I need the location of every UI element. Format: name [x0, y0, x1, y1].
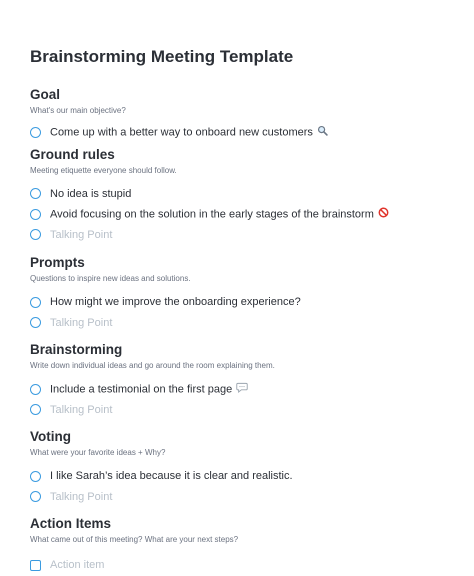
item-text[interactable]: Come up with a better way to onboard new customers: [50, 125, 328, 140]
magnifier-icon: [317, 125, 328, 140]
item-text[interactable]: Include a testimonial on the first page: [50, 382, 248, 397]
page-title: Brainstorming Meeting Template: [30, 47, 294, 66]
checkbox-circle[interactable]: [30, 229, 41, 240]
section-brainstorming: [30, 341, 444, 420]
checklist-item[interactable]: [30, 122, 444, 143]
action-item-placeholder[interactable]: [30, 555, 444, 576]
checklist-item[interactable]: [30, 379, 444, 400]
section-title: Goal: [30, 87, 61, 102]
checkbox-circle[interactable]: [30, 384, 41, 395]
checkbox-circle[interactable]: [30, 188, 41, 199]
checklist-item-placeholder[interactable]: [30, 313, 444, 334]
checklist-item[interactable]: [30, 184, 444, 205]
item-placeholder[interactable]: Talking Point: [50, 403, 113, 416]
item-text[interactable]: How might we improve the onboarding experience?: [50, 296, 301, 309]
section-action-items: [30, 515, 444, 576]
section-title: Voting: [30, 429, 71, 444]
section-subtitle: What came out of this meeting? What are your next steps?: [30, 535, 239, 544]
item-text[interactable]: Avoid focusing on the solution in the early stages of the brainstorm: [50, 207, 389, 222]
item-placeholder[interactable]: Action item: [50, 559, 105, 572]
checkbox-circle[interactable]: [30, 317, 41, 328]
checklist-item-placeholder[interactable]: [30, 225, 444, 246]
checkbox-square[interactable]: [30, 560, 41, 571]
prohibited-icon: [378, 207, 389, 222]
section-title: Ground rules: [30, 146, 115, 162]
checkbox-circle[interactable]: [30, 209, 41, 220]
item-placeholder[interactable]: Talking Point: [50, 228, 113, 241]
section-goal: [30, 86, 444, 143]
section-subtitle: Write down individual ideas and go around the room explaining them.: [30, 361, 275, 370]
checklist-item-placeholder[interactable]: [30, 400, 444, 421]
checklist-item-placeholder[interactable]: [30, 487, 444, 508]
checklist-item[interactable]: [30, 292, 444, 313]
checkbox-circle[interactable]: [30, 471, 41, 482]
item-text[interactable]: I like Sarah’s idea because it is clear and realistic.: [50, 470, 293, 483]
section-title: Brainstorming: [30, 342, 123, 357]
checklist-item[interactable]: [30, 204, 444, 225]
speech-bubble-icon: [236, 382, 248, 397]
section-subtitle: What were your favorite ideas + Why?: [30, 448, 166, 457]
section-title: Prompts: [30, 255, 85, 270]
section-title: Action Items: [30, 516, 112, 531]
section-ground-rules: [30, 146, 444, 246]
checklist-item[interactable]: [30, 466, 444, 487]
section-subtitle: Questions to inspire new ideas and solutions.: [30, 274, 191, 283]
section-subtitle: Meeting etiquette everyone should follow.: [30, 165, 177, 175]
checkbox-circle[interactable]: [30, 297, 41, 308]
checkbox-circle[interactable]: [30, 404, 41, 415]
checkbox-circle[interactable]: [30, 491, 41, 502]
section-subtitle: What's our main objective?: [30, 106, 126, 115]
item-placeholder[interactable]: Talking Point: [50, 490, 113, 503]
checkbox-circle[interactable]: [30, 127, 41, 138]
item-text[interactable]: No idea is stupid: [50, 187, 132, 200]
item-placeholder[interactable]: Talking Point: [50, 316, 113, 329]
section-prompts: [30, 254, 444, 333]
section-voting: [30, 428, 444, 507]
